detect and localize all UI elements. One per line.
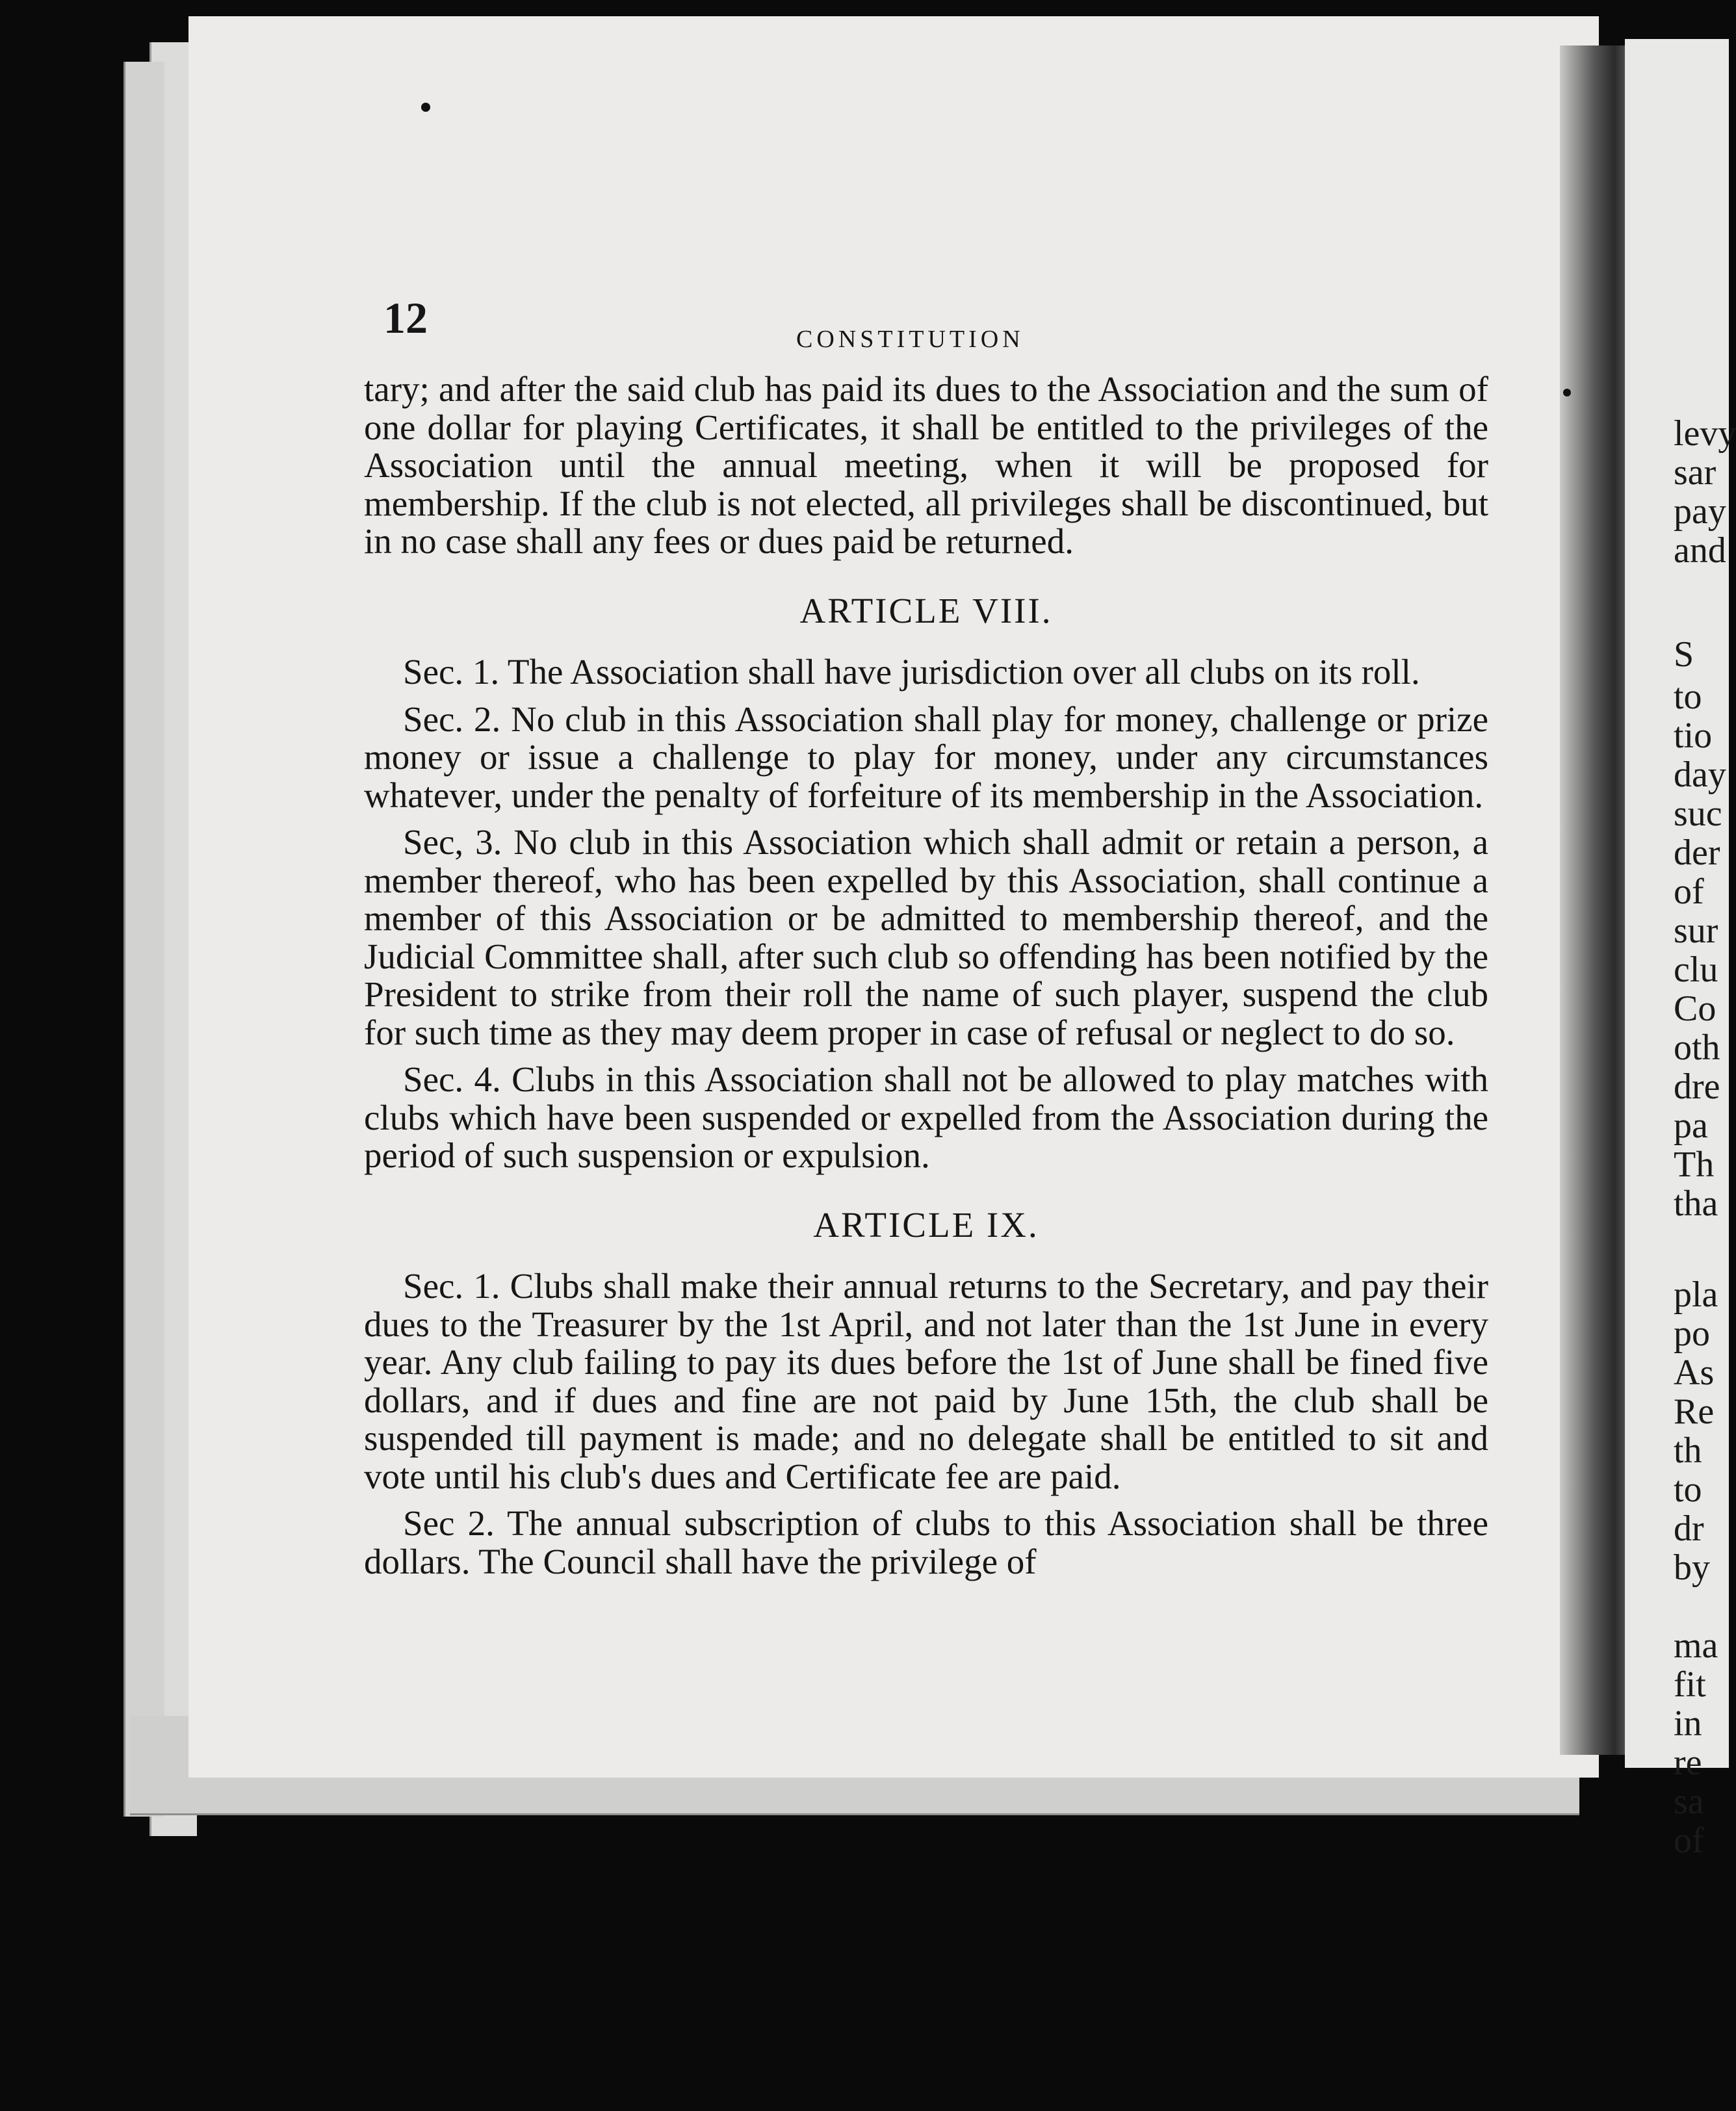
fragment: sar [1674, 452, 1717, 493]
section-paragraph: Sec 2. The annual subscription of clubs to this Association shall be three dollars. The Council shall have the privilege of [364, 1503, 1488, 1581]
ink-speck [1563, 389, 1571, 396]
fragment: pla [1674, 1275, 1718, 1315]
fragment: to [1674, 1470, 1702, 1510]
article-heading: ARTICLE IX. [813, 1204, 1039, 1245]
fragment: oth [1674, 1028, 1720, 1068]
continued-paragraph: tary; and after the said club has paid its dues to the Association and the sum of one dollar for playing Certificates, it shall be entitled to the privileges of the Association until the annual meeting, when it will be proposed for membership. If the club is not elected, all privileges shall be discontinued, but in no case shall any fees or dues paid be returned. [364, 369, 1488, 561]
fragment: of [1674, 1820, 1704, 1861]
section-paragraph: Sec, 3. No club in this Association which shall admit or retain a person, a member thereof, who has been expelled by this Association, shall continue a member of this Association or be admitted to membership thereof, and the Judicial Committee shall, after such club so offending has been notified by the President to strike from their roll the name of such player, suspend the club for such time as they may deem proper in case of refusal or neglect to do so. [364, 822, 1488, 1052]
fragment: suc [1674, 794, 1722, 834]
fragment: po [1674, 1314, 1710, 1354]
ink-speck [421, 103, 430, 112]
fragment: and [1674, 530, 1726, 571]
page-body [364, 370, 1488, 1590]
fragment: by [1674, 1548, 1710, 1588]
fragment: pay [1674, 491, 1726, 532]
page-number: 12 [383, 293, 428, 343]
fragment: Re [1674, 1392, 1715, 1432]
fragment: S [1674, 634, 1694, 675]
fragment: dre [1674, 1067, 1720, 1107]
running-head: CONSTITUTION [796, 326, 1024, 353]
fragment: tio [1674, 716, 1713, 756]
fragment: tha [1674, 1184, 1718, 1224]
section-paragraph: Sec. 4. Clubs in this Association shall not be allowed to play matches with clubs which have been suspended or expelled from the Association during the period of such suspension or expulsion. [364, 1059, 1488, 1175]
fragment: As [1674, 1353, 1715, 1393]
fragment: sur [1674, 911, 1718, 951]
fragment: clu [1674, 950, 1718, 990]
page-stack-edge [123, 62, 164, 1817]
fragment: in [1674, 1703, 1702, 1744]
section-paragraph: Sec. 1. Clubs shall make their annual returns to the Secretary, and pay their dues to the Treasurer by the 1st April, and not later than the 1st June in every year. Any club failing to pay its dues before the 1st of June shall be fined five dollars, and if dues and fine are not paid by June 15th, the club shall be suspended till payment is made; and no delegate shall be entitled to sit and vote until his club's dues and Certificate fee are paid. [364, 1266, 1488, 1496]
fragment: re [1674, 1742, 1702, 1783]
fragment: der [1674, 833, 1720, 873]
fragment: ma [1674, 1625, 1718, 1666]
section-paragraph: Sec. 1. The Association shall have jurisdiction over all clubs on its roll. [403, 652, 1420, 692]
fragment: fit [1674, 1664, 1706, 1705]
fragment: pa [1674, 1106, 1708, 1146]
fragment: th [1674, 1431, 1702, 1471]
fragment: of [1674, 872, 1704, 912]
fragment: Co [1674, 989, 1717, 1029]
fragment: day [1674, 755, 1726, 795]
fragment: to [1674, 677, 1702, 717]
fragment: Th [1674, 1145, 1715, 1185]
section-paragraph: Sec. 2. No club in this Association shall play for money, challenge or prize money or issue a challenge to play for money, under any circumstances whatever, under the penalty of forfeiture of its membership in the Association. [364, 699, 1488, 815]
fragment: levy [1674, 413, 1736, 454]
fragment: dr [1674, 1509, 1704, 1549]
fragment: sa [1674, 1781, 1704, 1822]
article-heading: ARTICLE VIII. [799, 590, 1053, 630]
